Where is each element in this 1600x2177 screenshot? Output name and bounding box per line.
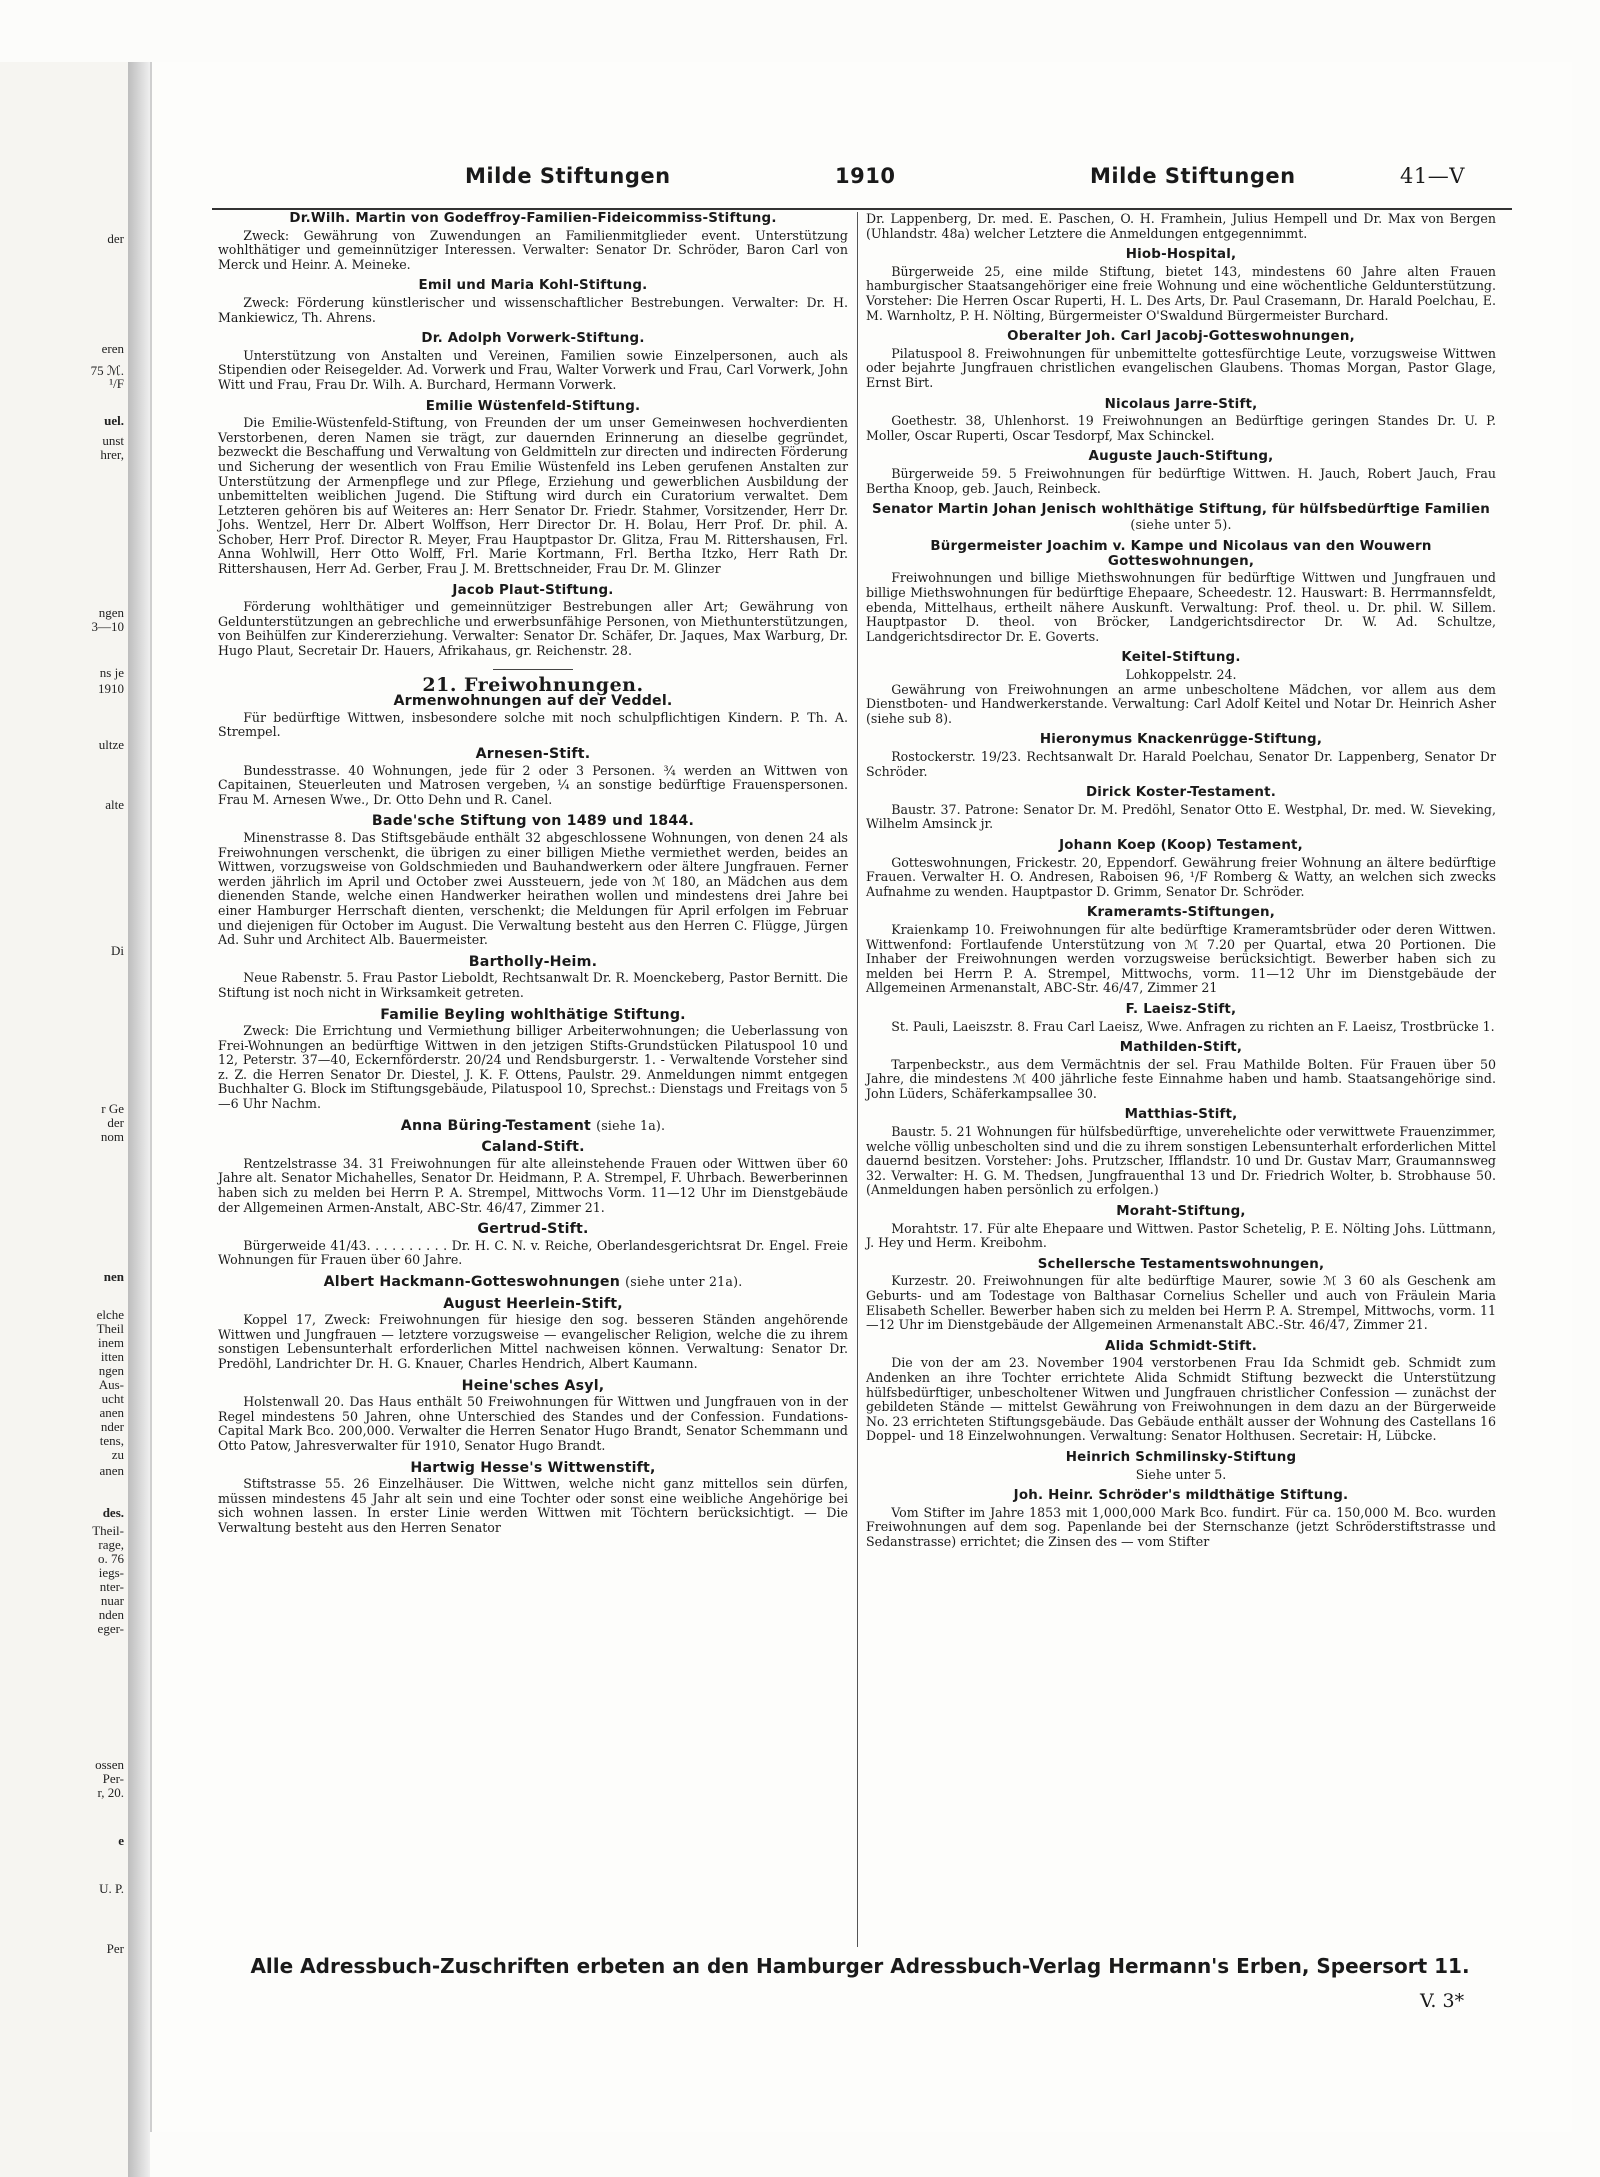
entry-title [866,1041,1496,1056]
foundation-entry [218,279,848,325]
entry-title-text: Schellersche Testamentswohnungen, [1037,1256,1325,1272]
foundation-entry [866,1003,1496,1034]
foundation-entry [218,1222,848,1268]
entry-text: Goethestr. 38, Uhlenhorst. 19 Freiwohnungen an Bedürftige geringen Standes Dr. U. P. Moller, Oscar Ruperti, Oscar Tesdorpf, Max Schinckel. [866,413,1496,443]
entry-title [218,1297,848,1312]
foundation-entry [218,584,848,659]
column-divider [857,212,858,1947]
entry-title-text: Hiob-Hospital, [1125,247,1237,263]
entry-text: Dr. Lappenberg, Dr. med. E. Paschen, O. H. Framhein, Julius Hempell und Dr. Max von Bergen (Uhlandstr. 48a) welcher Letztere die Anmeldungen entgegennimmt. [866,211,1496,241]
entry-text: Bürgerweide 59. 5 Freiwohnungen für bedürftige Wittwen. H. Jauch, Robert Jauch, Frau Bertha Knoop, geb. Jauch, Reinbeck. [866,465,1496,496]
adjacent-page-fragment: nder [100,1419,124,1434]
entry-text: Die von der am 23. November 1904 verstorbenen Frau Ida Schmidt geb. Schmidt zum Andenken an ihre Tochter errichtete Alida Schmidt Stiftung bezweckt die Unterstützung hülfsbedürftiger, unbescholtener Witwen und Jungfrauen christlicher Confession — zunächst der gebildeten Stände — mittelst Gewährung von Freiwohnungen in dem dazu an der Bürgerweide No. 23 errichteten Stiftungsgebäude. Das Gebäude enthält ausser der Wohnung des Castellans 16 Doppel- und 18 Einzelwohnungen. Verwaltung: Senator Holthusen. Secretair: H, Lübcke. [866,1355,1496,1444]
header-page-number: 41—V [1400,164,1465,188]
entry-title-text: Anna Büring-Testament [400,1117,592,1134]
adjacent-page-fragment: nuar [100,1593,124,1608]
adjacent-page-fragment: uel. [104,413,124,428]
foundation-entry [866,450,1496,496]
foundation-entry [866,651,1496,726]
foundation-entry [866,212,1496,241]
adjacent-page-fragment: ultze [98,737,124,752]
foundation-entry [866,398,1496,444]
entry-title [866,839,1496,854]
entry-subtitle: Siehe unter 5. [1135,1466,1227,1482]
foundation-entry [218,1119,848,1134]
section-heading: 21. Freiwohnungen. [422,673,644,696]
adjacent-page-fragment: tens, [99,1433,124,1448]
adjacent-page-fragment: ¹/F [109,376,124,391]
entry-text: Neue Rabenstr. 5. Frau Pastor Lieboldt, Rechtsanwalt Dr. R. Moenckeberg, Pastor Bernitt. Die Stiftung ist noch nicht in Wirksamkeit getreten. [218,970,848,1000]
entry-text: Für bedürftige Wittwen, insbesondere solche mit noch schulpflichtigen Kindern. P. Th. A. Strempel. [218,709,848,740]
entry-title-text: Oberalter Joh. Carl Jacobj-Gotteswohnungen, [1007,329,1355,345]
foundation-entry [866,1041,1496,1101]
adjacent-page-fragment: Aus- [98,1377,124,1392]
adjacent-page-fragment: nen [103,1269,124,1284]
adjacent-page-fragment: hrer, [100,447,124,462]
entry-subtitle: Lohkoppelstr. 24. [1125,667,1237,683]
adjacent-page-fragment: nom [100,1129,124,1144]
entry-title [866,1258,1496,1273]
adjacent-page-fragment: inem [98,1335,124,1350]
adjacent-page-fragment: alte [105,797,124,812]
entry-title [866,733,1496,748]
entry-title [866,1003,1496,1018]
adjacent-page-fragment: der [107,231,124,246]
adjacent-page-fragment: r, 20. [97,1785,124,1800]
entry-text: Pilatuspool 8. Freiwohnungen für unbemittelte gottesfürchtige Leute, vorzugsweise Wittwen oder bejahrte Jungfrauen christlichen evangelischen Glaubens. Thomas Morgan, Pastor Glage, Ernst Birt. [866,345,1496,390]
adjacent-page-fragment: nter- [99,1579,124,1594]
entry-title [218,694,848,709]
entry-title-text: Heine'sches Asyl, [461,1377,605,1394]
adjacent-page-fragment: unst [102,433,124,448]
foundation-entry [866,540,1496,644]
adjacent-page-fragment: r Ge [101,1101,124,1116]
adjacent-page-fragment: ngen [98,605,124,620]
adjacent-page-fragment: der [107,1115,124,1130]
adjacent-page-fragment: ucht [101,1391,124,1406]
entry-title [218,1008,848,1023]
entry-title [866,248,1496,263]
adjacent-page-fragment: e [118,1833,124,1848]
entry-title-text: Emilie Wüstenfeld-Stiftung. [425,398,641,414]
entry-title [218,1119,848,1134]
header-rule [212,208,1512,210]
entry-title-text: Dr. Adolph Vorwerk-Stiftung. [421,331,645,347]
entry-title-text: Matthias-Stift, [1124,1107,1238,1123]
adjacent-page-fragment: eren [101,341,124,356]
left-column [218,212,848,1543]
right-column [866,212,1496,1557]
entry-text: Bürgerweide 41/43. . . . . . . . . . Dr. H. C. N. v. Reiche, Oberlandesgerichtsrat Dr. Engel. Freie Wohnungen für Frauen über 60 Jahre. [218,1237,848,1268]
entry-title-text: Gertrud-Stift. [477,1221,589,1238]
entry-text: Freiwohnungen und billige Miethswohnungen für bedürftige Wittwen und Jungfrauen und billige Miethswohnungen für bedürftige Ehepaare, Scheedestr. 12. Hauswart: B. Herrmannsfeldt, ebenda, Mittelhaus, ertheilt nähere Auskunft. Verwaltung: Prof. theol. u. Dr. phil. W. Sillem. Hauptpastor D. theol. von Bröcker, Landgerichtsdirector Dr. W. Ad. Schultze, Landgerichtsdirector Dr. E. Goverts. [866,570,1496,644]
entry-title-text: Familie Beyling wohlthätige Stiftung. [380,1006,686,1023]
foundation-entry [866,330,1496,390]
entry-title-text: Bade'sche Stiftung von 1489 und 1844. [371,813,695,830]
entry-text: Die Emilie-Wüstenfeld-Stiftung, von Freunden der um unser Gemeinwesen hochverdienten Verstorbenen, deren Namen sie trägt, zur dauernden Erinnerung an dieselbe gegründet, bezweckt die Beschaffung und Verwaltung von Geldmitteln zur directen und indirecten Förderung und Sicherung der wesentlich von Frau Emilie Wüstenfeld ins Leben gerufenen Anstalten zur Unterstützung der Armenpflege und zur Pflege, Erziehung und gewerblichen Ausbildung der unbemittelten weiblichen Jugend. Die Stiftung wird durch ein Curatorium verwaltet. Dem Letzteren gehören bis auf Weiteres an: Herr Senator Dr. Friedr. Stahmer, Vorsitzender, Herr Dr. Johs. Wentzel, Herr Dr. Albert Wolffson, Herr Director Dr. H. Bolau, Herr Prof. Dr. phil. A. Schober, Herr Prof. Director R. Meyer, Frau Hauptpastor Dr. Glitza, Frau M. Rittershausen, Frl. Anna Wohlwill, Herr Otto Wolff, Frl. Marie Kortmann, Frl. Bertha Itzko, Herr Rath Dr. Rittershausen, Herr Ad. Gerber, Frau J. M. Brettschneider, Frau Dr. M. Glinzer [218,415,848,577]
entry-title [218,279,848,294]
foundation-entry [218,400,848,577]
entry-title-text: Bartholly-Heim. [468,953,598,970]
entry-text: Kurzestr. 20. Freiwohnungen für alte bedürftige Maurer, sowie ℳ 3 60 als Geschenk am Geburts- und am Todestage von Balthasar Cornelius Scheller und auch von Fräulein Maria Elisabeth Scheller. Bewerber haben sich zu melden bei Herrn P. A. Strempel, Mittwochs, vorm. 11—12 Uhr im Dienstgebäude der Allgemeinen Armenanstalt ABC.-Str. 46/47, Zimmer 21. [866,1273,1496,1333]
entry-title-text: Arnesen-Stift. [475,746,591,762]
entry-title [218,1222,848,1237]
entry-text: Stiftstrasse 55. 26 Einzelhäuser. Die Wittwen, welche nicht ganz mittellos sein dürfen, müssen mindestens 45 Jahr alt sein und eine Tochter oder sonst eine weibliche Angehörige bei sich wohnen lassen. In erster Linie werden Wittwen mit Töchtern berücksichtigt. — Die Verwaltung besteht aus den Herren Senator [218,1476,848,1535]
adjacent-page-fragment: o. 76 [98,1551,124,1566]
adjacent-page-fragment: nden [98,1607,124,1622]
header-year: 1910 [835,164,896,188]
entry-text: Gotteswohnungen, Frickestr. 20, Eppendorf. Gewährung freier Wohnung an ältere bedürftige Frauen. Verwalter H. O. Andresen, Raboisen 96, ¹/F Romberg & Watty, an welchen sich zwecks Aufnahme zu wenden. Hauptpastor D. Grimm, Senator Dr. Schröder. [866,854,1496,899]
foundation-entry [218,332,848,392]
entry-title [866,503,1496,533]
foundation-entry [218,1297,848,1372]
foundation-entry [866,786,1496,832]
entry-title-text: Hartwig Hesse's Wittwenstift, [410,1459,656,1476]
adjacent-page-fragment: Per- [102,1771,124,1786]
foundation-entry [218,1008,848,1112]
foundation-entry [866,1340,1496,1444]
page-fold-shadow [128,62,150,2177]
entry-title [866,1340,1496,1355]
entry-note: (siehe 1a). [596,1117,666,1133]
entry-title [218,212,848,227]
entry-title-text: Alida Schmidt-Stift. [1105,1338,1257,1354]
entry-text: Baustr. 5. 21 Wohnungen für hülfsbedürftige, unverehelichte oder verwittwete Frauenzimmer, welche völlig unbescholten sind und die zu ihrem sonstigen Lebensunterhalt erforderlichen Mittel dauernd besitzen. Vorsteher: Johs. Prutzscher, Ifflandstr. 10 und Dr. Gustav Marr, Graumannsweg 32. Verwalter: H. G. M. Thedsen, Jungfrauenthal 13 und Dr. Friedrich Wolter, b. Strobhause 50. (Anmeldungen haben persönlich zu erfolgen.) [866,1124,1496,1198]
foundation-entry [218,1140,848,1215]
entry-title-text: Albert Hackmann-Gotteswohnungen [323,1274,621,1290]
entry-title-text: Jacob Plaut-Stiftung. [452,582,614,598]
entry-text: Vom Stifter im Jahre 1853 mit 1,000,000 Mark Bco. fundirt. Für ca. 150,000 M. Bco. wurden Freiwohnungen auf dem sog. Papenlande bei der Sternschanze (jetzt Schröderstiftstrasse und Sedanstrasse) errichtet; die Zinsen des — vom Stifter [866,1504,1496,1549]
entry-text: Minenstrasse 8. Das Stiftsgebäude enthält 32 abgeschlossene Wohnungen, von denen 24 als Freiwohnungen verschenkt, die übrigen zu einer billigen Miethe vermiethet werden, beides an Wittwen, vorzugsweise von Goldschmieden und Bauhandwerkern oder ältere Jungfrauen. Ferner werden jährlich im April und October zwei Aussteuern, jede von ℳ 180, an Mädchen aus dem dienenden Stande, welche einen Handwerker heirathen wollen und mindestens drei Jahre bei einer Hamburger Herrschaft dienten, verschenkt; die Meldungen für April erfolgen im Februar und diejenigen für October im August. Die Verwaltung besteht aus den Herren C. Flügge, Jürgen Ad. Suhr und Architect Alb. Bauermeister. [218,829,848,948]
entry-title [866,330,1496,345]
entry-title-text: Auguste Jauch-Stiftung, [1088,449,1274,465]
entry-text: Morahtstr. 17. Für alte Ehepaare und Wittwen. Pastor Schetelig, P. E. Nölting Johs. Lüttmann, J. Hey und Herm. Kreibohm. [866,1220,1496,1251]
entry-text: Bundesstrasse. 40 Wohnungen, jede für 2 oder 3 Personen. ¾ werden an Wittwen von Capitainen, Steuerleuten und Matrosen vergeben, ¼ an sonstige bedürftige Frauenspersonen. Frau M. Arnesen Wwe., Dr. Otto Dehn und R. Canel. [218,762,848,807]
entry-note: (siehe unter 5). [1130,516,1232,532]
foundation-entry [866,1489,1496,1549]
entry-title [866,786,1496,801]
foundation-entry [218,694,848,740]
entry-title-text: Emil und Maria Kohl-Stiftung. [418,278,648,294]
entry-title-text: Caland-Stift. [481,1139,585,1156]
entry-title-text: August Heerlein-Stift, [443,1295,623,1312]
entry-title-text: Dr.Wilh. Martin von Godeffroy-Familien-Fideicommiss-Stiftung. [289,211,777,226]
entry-text: Zweck: Die Errichtung und Vermiethung billiger Arbeiterwohnungen; die Ueberlassung von Frei-Wohnungen an bedürftige Wittwen in den jetzigen Stifts-Grundstücken Pilatuspool 10 und 12, Peterstr. 37—40, Eckernförderstr. 20/24 und Rendsburgerstr. 1. - Verwaltende Vorsteher sind z. Z. die Herren Senator Dr. Diestel, J. K. F. Ottens, Paulstr. 29. Anmeldungen nimmt entgegen Buchhalter G. Block im Stiftungsgebäude, Pilatuspool 10, Sprechst.: Dienstags und Freitags von 5—6 Uhr Nachm. [218,1023,848,1112]
foundation-entry [866,248,1496,323]
entry-title [866,906,1496,921]
entry-text: Holstenwall 20. Das Haus enthält 50 Freiwohnungen für Wittwen und Jungfrauen von in der Regel mindestens 50 Jahren, ohne Unterschied des Standes und der Confession. Fundations-Capital Mark Bco. 200,000. Verwalter die Herren Senator Hugo Brandt, Senator Schemmann und Otto Patow, Jahresverwalter für 1910, Senator Hugo Brandt. [218,1394,848,1453]
adjacent-page-fragment: itten [100,1349,124,1364]
entry-title-text: Dirick Koster-Testament. [1085,785,1277,801]
entry-title [866,651,1496,666]
adjacent-page-fragment: Di [111,943,124,958]
page-reference: V. 3* [1420,1990,1465,2012]
entry-title [218,1461,848,1476]
adjacent-page-fragment: 1910 [98,681,124,696]
publisher-notice: Alle Adressbuch-Zuschriften erbeten an den Hamburger Adressbuch-Verlag Hermann's Erben, Speersort 11. [250,1954,1470,1978]
foundation-entry [218,1379,848,1454]
foundation-entry [866,906,1496,996]
entry-note: (siehe unter 21a). [625,1274,743,1289]
entry-title [866,1108,1496,1123]
adjacent-page-fragment: anen [99,1463,124,1478]
foundation-entry [866,503,1496,533]
adjacent-page-fragment: 3—10 [91,619,124,634]
adjacent-page-fragment: ns je [99,665,124,680]
entry-title-text: Nicolaus Jarre-Stift, [1104,396,1258,412]
entry-title [218,747,848,762]
entry-text: Rentzelstrasse 34. 31 Freiwohnungen für alte alleinstehende Frauen oder Wittwen über 60 Jahre alt. Senator Michahelles, Senator Dr. Heidmann, P. A. Strempel, F. Uhrbach. Bewerberinnen haben sich zu melden bei Herrn P. A. Strempel, Mittwochs Vorm. 11—12 Uhr im Dienstgebäude der Allgemeinen Armen-Anstalt, ABC-Str. 46/47, Zimmer 21. [218,1155,848,1215]
entry-title [218,1275,848,1290]
entry-title-text: F. Laeisz-Stift, [1125,1001,1237,1017]
entry-title-text: Heinrich Schmilinsky-Stiftung [1065,1449,1297,1465]
adjacent-page-fragment: Theil- [92,1523,124,1538]
entry-text: Zweck: Gewährung von Zuwendungen an Familienmitglieder event. Unterstützung wohlthätiger und gemeinnütziger Interessen. Verwalter: Senator Dr. Schröder, Baron Carl von Merck und Heinr. A. Meineke. [218,227,848,272]
foundation-entry [866,733,1496,779]
adjacent-page-fragment: ngen [98,1363,124,1378]
foundation-entry [866,839,1496,899]
adjacent-page-fragment: anen [99,1405,124,1420]
adjacent-page-fragment: zu [111,1447,124,1462]
foundation-entry [866,1451,1496,1482]
foundation-entry [866,1258,1496,1333]
adjacent-page-fragment: 75 ℳ. [90,363,124,378]
adjacent-page-fragment: ossen [95,1757,124,1772]
adjacent-page-fragment: eger- [97,1621,124,1636]
entry-title-text: Senator Martin Johan Jenisch wohlthätige Stiftung, für hülfsbedürftige Familien [872,502,1490,518]
entry-title-text: Armenwohnungen auf der Veddel. [393,693,673,710]
entry-title-text: Joh. Heinr. Schröder's mildthätige Stiftung. [1013,1488,1349,1504]
entry-text: Koppel 17, Zweck: Freiwohnungen für hiesige den sog. besseren Ständen angehörende Wittwen und Jungfrauen — letztere vorzugsweise — evangelischer Religion, welche die zu ihrem sonstigen Lebensunterhalt erforderlichen Mittel nachweisen können. Verwaltung: Senator Dr. Predöhl, Landrichter Dr. H. G. Knauer, Charles Hendrich, Albert Kaumann. [218,1312,848,1371]
foundation-entry [218,212,848,272]
adjacent-page-fragment: elche [96,1307,124,1322]
header-left-title: Milde Stiftungen [465,164,671,188]
entry-title-text: Johann Koep (Koop) Testament, [1059,837,1303,853]
entry-title [866,1489,1496,1504]
entry-title [218,955,848,970]
entry-title [218,814,848,829]
entry-text: Baustr. 37. Patrone: Senator Dr. M. Predöhl, Senator Otto E. Westphal, Dr. med. W. Sieveking, Wilhelm Amsinck jr. [866,801,1496,832]
adjacent-page-fragment: Per [106,1941,124,1956]
entry-text: St. Pauli, Laeiszstr. 8. Frau Carl Laeisz, Wwe. Anfragen zu richten an F. Laeisz, Trostbrücke 1. [891,1018,1495,1034]
adjacent-page-fragment: rage, [98,1537,124,1552]
section-separator [493,669,573,670]
adjacent-page-fragment: U. P. [99,1881,124,1896]
foundation-entry [218,1275,848,1290]
entry-title [218,400,848,415]
foundation-entry [866,1108,1496,1198]
foundation-entry [218,1461,848,1536]
page-header [220,164,1510,200]
entry-title [866,1451,1496,1466]
entry-title-text: Moraht-Stiftung, [1116,1204,1246,1220]
entry-title-text: Mathilden-Stift, [1119,1040,1243,1056]
entry-title [218,1140,848,1155]
entry-text: Förderung wohlthätiger und gemeinnütziger Bestrebungen aller Art; Gewährung von Geldunterstützungen an gebrechliche und erwerbsunfähige Personen, von Miethunterstützungen, von Beihülfen zur Kindererziehung. Verwalter: Senator Dr. Schäfer, Dr. Jaques, Max Warburg, Dr. Hugo Plaut, Secretair Dr. Hauers, Afrikahaus, gr. Reichenstr. 28. [218,599,848,659]
entry-title-text: Krameramts-Stiftungen, [1086,905,1276,921]
adjacent-page-fragment: iegs- [98,1565,124,1580]
entry-title-text: Hieronymus Knackenrügge-Stiftung, [1039,732,1323,748]
entry-text: Tarpenbeckstr., aus dem Vermächtnis der sel. Frau Mathilde Bolten. Für Frauen über 50 Jahre, die mindestens ℳ 400 jährliche feste Einnahme haben und hamb. Staatsangehörige sind. John Lüders, Schäferkampsallee 30. [866,1056,1496,1101]
entry-text: Rostockerstr. 19/23. Rechtsanwalt Dr. Harald Poelchau, Senator Dr. Lappenberg, Senator Dr Schröder. [866,749,1496,779]
entry-title [866,1205,1496,1220]
entry-title [866,398,1496,413]
entry-text: Zweck: Förderung künstlerischer und wissenschaftlicher Bestrebungen. Verwalter: Dr. H. Mankiewicz, Th. Ahrens. [218,294,848,325]
entry-title-text: Keitel-Stiftung. [1121,650,1241,666]
foundation-entry [218,814,848,947]
entry-title [218,1379,848,1394]
entry-title [218,332,848,347]
header-right-title: Milde Stiftungen [1090,164,1296,188]
entry-text: Unterstützung von Anstalten und Vereinen, Familien sowie Einzelpersonen, auch als Stipendien oder Reisegelder. Ad. Vorwerk und Frau, Walter Vorwerk und Frau, Carl Vorwerk, John Witt und Frau, Frau Dr. Wilh. A. Burchard, Hermann Vorwerk. [218,347,848,392]
adjacent-page-fragment: Theil [96,1321,124,1336]
entry-text: Bürgerweide 25, eine milde Stiftung, bietet 143, mindestens 60 Jahre alten Frauen hamburgischer Staatsangehöriger eine freie Wohnung und eine wöchentliche Geldunterstützung. Vorsteher: Die Herren Oscar Ruperti, H. L. Des Arts, Dr. Paul Crasemann, Dr. Harald Poelchau, E. M. Warnholtz, P. H. Nölting, Bürgermeister O'Swaldund Bürgermeister Burchard. [866,263,1496,323]
entry-title [218,584,848,599]
entry-text: Kraienkamp 10. Freiwohnungen für alte bedürftige Krameramtsbrüder oder deren Wittwen. Wittwenfond: Fortlaufende Unterstützung von ℳ 7.20 per Quartal, etwa 20 Portionen. Die Inhaber der Freiwohnungen werden vorzugsweise berücksichtigt. Bewerber haben sich zu melden bei Herrn P. A. Strempel, Mittwochs, vorm. 11—12 Uhr im Dienstgebäude der Allgemeinen Armenanstalt, ABC-Str. 46/47, Zimmer 21 [866,921,1496,996]
entry-title-text: Bürgermeister Joachim v. Kampe und Nicolaus van den Wouwern Gotteswohnungen, [930,539,1432,569]
foundation-entry [218,747,848,807]
entry-text: Gewährung von Freiwohnungen an arme unbescholtene Mädchen, vor allem aus dem Dienstboten- und Handwerkerstande. Verwaltung: Carl Adolf Keitel und Notar Dr. Heinrich Asher (siehe sub 8). [866,681,1496,726]
entry-title [866,540,1496,569]
foundation-entry [218,955,848,1001]
adjacent-page-fragment: des. [102,1505,124,1520]
entry-title [866,450,1496,465]
foundation-entry [866,1205,1496,1251]
